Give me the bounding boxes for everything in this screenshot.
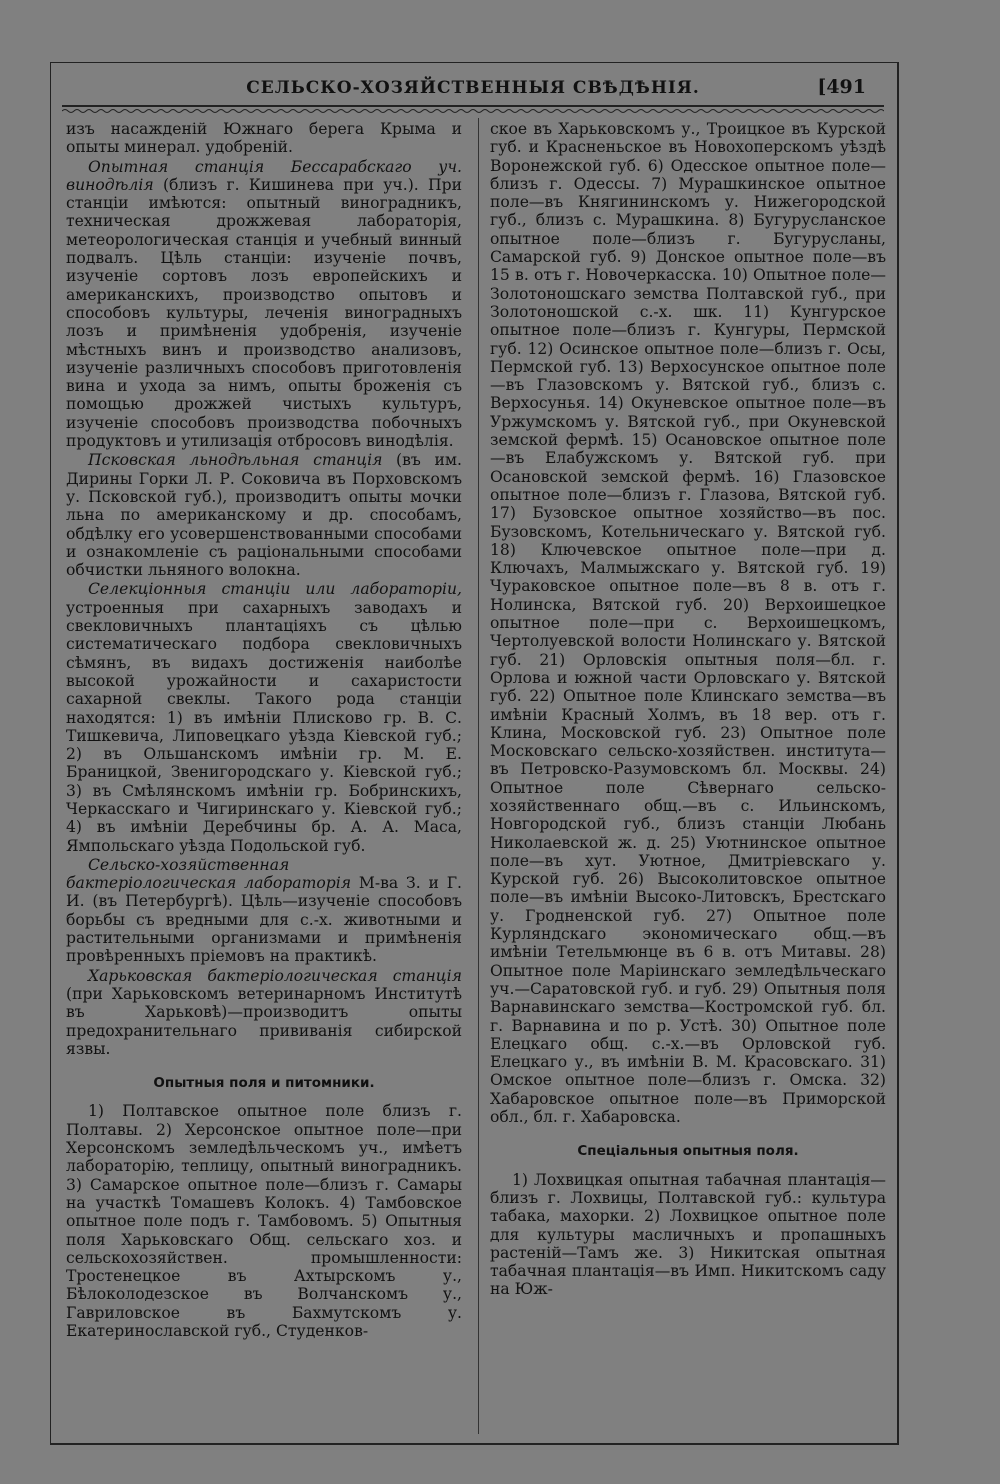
right-column [490, 120, 886, 1299]
paragraph [66, 580, 462, 854]
entry-text: устроенныя при сахарныхъ заводахъ и свекловичныхъ плантаціяхъ съ цѣлью систематическаго подбора свекловичныхъ сѣмянъ, въ видахъ достиженія наиболѣе высокой урожайности и сахаристости сахарной свеклы. Такого рода станціи находятся: 1) въ имѣніи Плисково гр. В. С. Тишкевича, Липовецкаго уѣзда Кіевской губ.; 2) въ Ольшанскомъ имѣніи гр. М. Е. Браницкой, Звенигородскаго у. Кіевской губ.; 3) въ Смѣлянскомъ имѣніи гр. Бобринскихъ, Черкасскаго и Чигиринскаго у. Кіевской губ.; 4) въ имѣніи Деребчины бр. А. А. Маса, Ямпольскаго уѣзда Подольской губ. [66, 598, 462, 855]
entry-text: (въ им. Дирины Горки Л. Р. Соковича въ Порховскомъ у. Псковской губ.), производитъ опыты мочки льна по американскому и др. способамъ, обдѣлку его усовершенствованными способами и ознакомленіе съ раціональными способами обчистки льняного волокна. [66, 451, 462, 580]
paragraph [66, 967, 462, 1058]
page-header [50, 74, 896, 104]
paragraph [66, 856, 462, 966]
entry-text: М-ва З. и Г. И. (въ Петербургѣ). Цѣль—изученіе способовъ борьбы съ вредными для с.-х. животными и растительными организмами и примѣненія провѣренныхъ пріемовъ на практикѣ. [66, 874, 462, 966]
left-column [66, 120, 462, 1340]
header-wavy-rule [62, 108, 884, 114]
entry-title: Опытная станція Бессарабскаго уч. винодѣлія [66, 157, 462, 194]
header-rule [62, 105, 884, 107]
entry-title: Харьковская бактеріологическая станція [88, 966, 462, 985]
paragraph: 1) Лохвицкая опытная табачная плантація—близъ г. Лохвицы, Полтавской губ.: культура табака, махорки. 2) Лохвицкое опытное поле для культуры масличныхъ и пропашныхъ растеній—Тамъ же. 3) Никитская опытная табачная плантація—въ Имп. Никитскомъ саду на Юж- [490, 1170, 886, 1299]
entry-title: Сельско-хозяйственная бактеріологическая лабораторія [66, 855, 352, 893]
page-number: [491 [817, 76, 866, 98]
running-title: СЕЛЬСКО-ХОЗЯЙСТВЕННЫЯ СВѢДѢНІЯ. [246, 78, 700, 98]
paragraph: ское въ Харьковскомъ у., Троицкое въ Курской губ. и Красненьское въ Новохоперскомъ уѣздѣ Воронежской губ. 6) Одесское опытное поле—близъ г. Одессы. 7) Мурашкинское опытное поле—въ Княгининскомъ у. Нижегородской губ., близъ с. Мурашкина. 8) Бугурусланское опытное поле—близъ г. Бугурусланы, Самарской губ. 9) Донское опытное поле—въ 15 в. отъ г. Новочеркасска. 10) Опытное поле—Золотоношскаго земства Полтавской губ., при Золотоношской с.-х. шк. 11) Кунгурское опытное поле—близъ г. Кунгуры, Пермской губ. 12) Осинское опытное поле—близъ г. Осы, Пермской губ. 13) Верхосунское опытное поле—въ Глазовскомъ у. Вятской губ., близъ с. Верхосунья. 14) Окуневское опытное поле—въ Уржумскомъ у. Вятской губ., при Окуневской земской фермѣ. 15) Осановское опытное поле—въ Елабужскомъ у. Вятской губ. при Осановской земской фермѣ. 16) Глазовское опытное поле—близъ г. Глазова, Вятской губ. 17) Бузовское опытное хозяйство—въ пос. Бузовскомъ, Котельническаго у. Вятской губ. 18) Ключевское опытное поле—при д. Ключахъ, Малмыжскаго у. Вятской губ. 19) Чураковское опытное поле—въ 8 в. отъ г. Нолинска, Вятской губ. 20) Верхоишецкое опытное поле—при с. Верхоишецкомъ, Чертолуевской волости Нолинскаго у. Вятской губ. 21) Орловскія опытныя поля—бл. г. Орлова и южной части Орловскаго у. Вятской губ. 22) Опытное поле Клинскаго земства—въ имѣніи Красный Холмъ, въ 18 вер. отъ г. Клина, Московской губ. 23) Опытное поле Московскаго сельско-хозяйствен. института—въ Петровско-Разумовскомъ бл. Москвы. 24) Опытное поле Сѣвернаго сельско-хозяйственнаго общ.—въ с. Ильинскомъ, Новгородской губ., близъ станціи Любань Николаевской ж. д. 25) Уютнинское опытное поле—въ хут. Уютное, Дмитріевскаго у. Курской губ. 26) Высоколитовское опытное поле—въ имѣніи Высоко-Литовскъ, Брестскаго у. Гродненской губ. 27) Опытное поле Курляндскаго экономическаго общ.—въ имѣніи Тетельмюнце въ 6 в. отъ Митавы. 28) Опытное поле Маріинскаго земледѣльческаго уч.—Саратовской губ. и губ. 29) Опытныя поля Варнавинскаго земства—Костромской губ. бл. г. Варнавина и по р. Устѣ. 30) Опытное поле Елецкаго общ. с.-х.—въ Орловской губ. Елецкаго у., въ имѣніи В. М. Красовскаго. 31) Омское опытное поле—близъ г. Омска. 32) Хабаровское опытное поле—въ Приморской обл., бл. г. Хабаровска. [490, 120, 886, 1127]
entry-text: (при Харьковскомъ ветеринарномъ Институтѣ въ Харьковѣ)—производитъ опыты предохранительнаго прививанія сибирской язвы. [66, 984, 462, 1058]
section-heading: Спеціальныя опытныя поля. [577, 1143, 799, 1160]
paragraph [66, 158, 462, 451]
section-heading: Опытныя поля и питомники. [153, 1075, 375, 1092]
paragraph: 1) Полтавское опытное поле близъ г. Полтавы. 2) Херсонское опытное поле—при Херсонскомъ земледѣльческомъ уч., имѣетъ лабораторію, теплицу, опытный виноградникъ. 3) Самарское опытное поле—близъ г. Самары на участкѣ Томашевъ Колокъ. 4) Тамбовское опытное поле подъ г. Тамбовомъ. 5) Опытныя поля Харьковскаго Общ. сельскаго хоз. и сельскохозяйствен. промышленности: Тростенецкое въ Ахтырскомъ у., Бѣлоколодезское въ Волчанскомъ у., Гавриловское въ Бахмутскомъ у. Екатеринославской губ., Студенков- [66, 1102, 462, 1340]
entry-text: (близъ г. Кишинева при уч.). При станціи имѣются: опытный виноградникъ, техническая дрожжевая лабораторія, метеорологическая станція и учебный винный подвалъ. Цѣль станціи: изученіе почвъ, изученіе сортовъ лозъ европейскихъ и американскихъ, производство опытовъ и способовъ культуры, леченія виноградныхъ лозъ и примѣненія удобренія, изученіе мѣстныхъ винъ и производство анализовъ, изученіе различныхъ способовъ приготовленія вина и ухода за нимъ, опыты броженія съ помощью дрожжей чистыхъ культуръ, изученіе способовъ производства побочныхъ продуктовъ и утилизація отбросовъ винодѣлія. [66, 175, 462, 451]
column-divider [478, 118, 479, 1434]
paragraph [66, 451, 462, 579]
entry-title: Псковская льнодѣльная станція [88, 451, 383, 470]
entry-title: Селекціонныя станціи или лабораторіи, [88, 580, 462, 599]
paragraph: изъ насажденій Южнаго берега Крыма и опыты минерал. удобреній. [66, 120, 462, 157]
